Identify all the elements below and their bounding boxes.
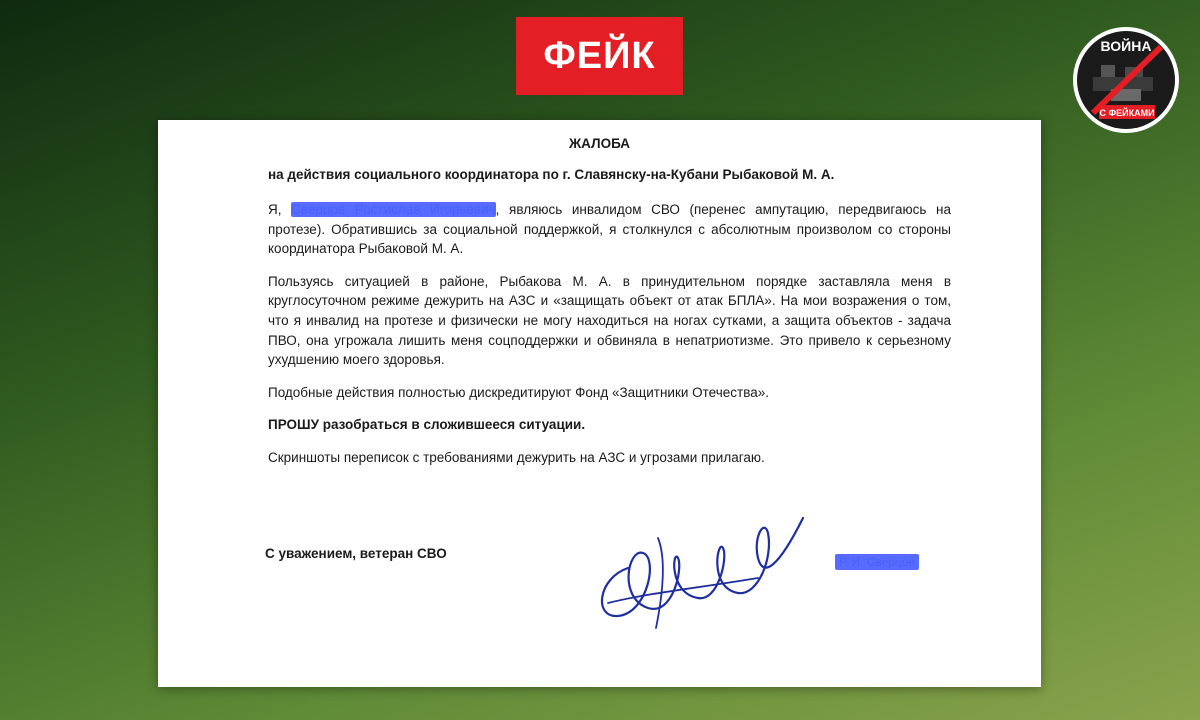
paragraph-1-start: Я,: [268, 202, 282, 217]
request-paragraph: [268, 415, 951, 435]
document-subtitle: на действия социального координатора по г. Славянску-на-Кубани Рыбаковой М. А.: [268, 167, 835, 182]
closing-line: С уважением, ветеран СВО: [265, 546, 447, 561]
request-label: ПРОШУ: [268, 417, 319, 433]
paragraph-1: [268, 200, 951, 259]
complaint-document: [158, 120, 1041, 687]
handwritten-signature: [588, 498, 818, 633]
fake-badge-label: ФЕЙК: [543, 34, 656, 77]
logo-bottom-text: С ФЕЙКАМИ: [1099, 108, 1155, 118]
request-text: разобраться в сложившееся ситуации.: [319, 417, 586, 433]
paragraph-1-rest: , являюсь инвалидом СВО (перенес ампутацию, передвигаюсь на протезе). Обратившись за социальной поддержкой, я столкнулся с абсолютным произволом со стороны координатора Рыбаковой М. А.: [268, 202, 951, 257]
paragraph-2: Пользуясь ситуацией в районе, Рыбакова М. А. в принудительном порядке заставляла меня в круглосуточном режиме дежурить на АЗС и «защищать объект от атак БПЛА». На мои возражения о том, что я инвалид на протезе и физически не могу находиться на ногах сутками, а защита объектов - задача ПВО, она угрожала лишить меня соцподдержки и обвиняла в непатриотизме. Это привело к серьезному ухудшению моего здоровья.: [268, 273, 951, 368]
paragraph-5: Скриншоты переписок с требованиями дежурить на АЗС и угрозами прилагаю.: [268, 449, 765, 465]
paragraph-3: Подобные действия полностью дискредитируют Фонд «Защитники Отечества».: [268, 384, 769, 400]
document-body: [268, 200, 951, 481]
redacted-name: Сверцов Ростислав Игорьевич: [291, 202, 496, 217]
fake-badge: [516, 17, 683, 95]
logo-top-text: ВОЙНА: [1100, 38, 1152, 54]
signature-name: Р. И. Сверцов: [835, 554, 919, 570]
war-with-fakes-logo-icon: [1071, 25, 1181, 135]
document-title: ЖАЛОБА: [568, 136, 631, 151]
